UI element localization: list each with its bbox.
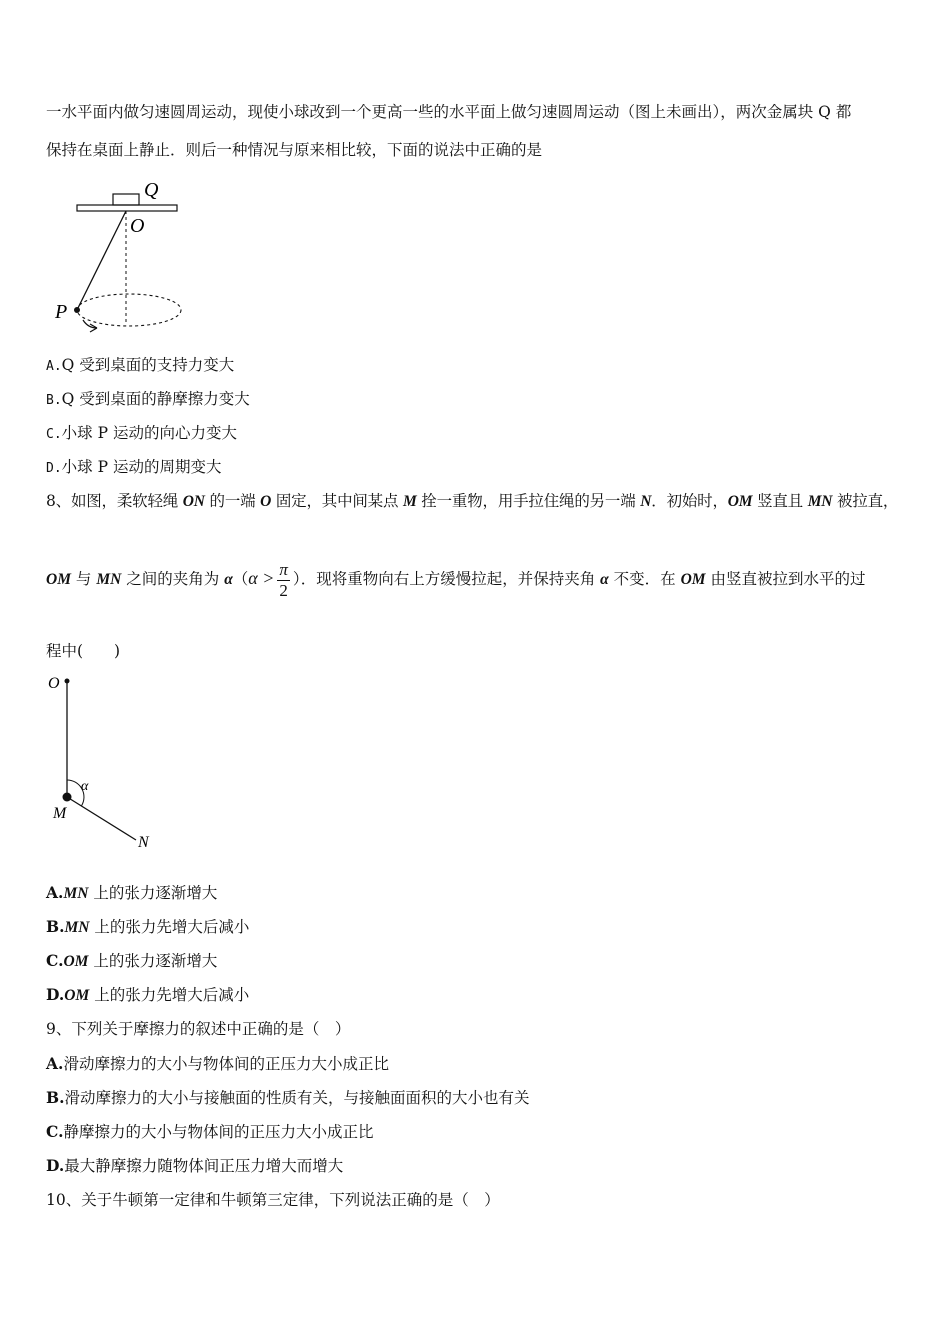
circular-path-dashed bbox=[77, 294, 181, 326]
label-o: O bbox=[48, 675, 60, 692]
pi-over-2-fraction: $\frac{\pi}{2}$ bbox=[279, 559, 288, 600]
q8-stem-line-3: 程中( ) bbox=[46, 642, 121, 660]
q7-option-b[interactable]: B.Q 受到桌面的静摩擦力变大 bbox=[46, 390, 250, 408]
q9-stem: 9、下列关于摩擦力的叙述中正确的是（ ） bbox=[46, 1020, 351, 1038]
label-p: P bbox=[55, 301, 68, 323]
q9-option-c[interactable]: C.静摩擦力的大小与物体间的正压力大小成正比 bbox=[46, 1122, 374, 1141]
q7-stem-line-2: 保持在桌面上静止．则后一种情况与原来相比较，下面的说法中正确的是 bbox=[46, 141, 543, 159]
q8-option-a[interactable]: A.MN 上的张力逐渐增大 bbox=[46, 883, 218, 902]
q9-option-b[interactable]: B.滑动摩擦力的大小与接触面的性质有关，与接触面面积的大小也有关 bbox=[46, 1088, 530, 1107]
q7-option-c[interactable]: C.小球 P 运动的向心力变大 bbox=[46, 424, 237, 442]
label-n: N bbox=[138, 834, 149, 851]
table-top bbox=[77, 205, 177, 211]
q7-figure-conical-pendulum bbox=[50, 178, 190, 338]
q7-option-d[interactable]: D.小球 P 运动的周期变大 bbox=[46, 458, 222, 476]
q8-option-c[interactable]: C.OM 上的张力逐渐增大 bbox=[46, 951, 218, 970]
q8-stem-line-1: 8、如图，柔软轻绳 ON 的一端 O 固定，其中间某点 M 拴一重物，用手拉住绳的另一端 N．初始时，OM 竖直且 MN 被拉直， bbox=[46, 492, 899, 510]
label-alpha: α bbox=[81, 779, 89, 794]
metal-block-q bbox=[113, 194, 139, 205]
q8-stem-line-2: OM 与 MN 之间的夹角为 α（α > $\frac{\pi}{2}$ ）．现将重物向右上方缓慢拉起，并保持夹角 α 不变．在 OM 由竖直被拉到水平的过 bbox=[46, 559, 866, 600]
q9-option-a[interactable]: A.滑动摩擦力的大小与物体间的正压力大小成正比 bbox=[46, 1054, 389, 1073]
weight-m bbox=[63, 793, 72, 802]
q9-option-d[interactable]: D.最大静摩擦力随物体间正压力增大而增大 bbox=[46, 1156, 344, 1175]
q8-figure-rope bbox=[40, 668, 170, 858]
alpha-condition: α > bbox=[248, 568, 275, 588]
q10-stem: 10、关于牛顿第一定律和牛顿第三定律，下列说法正确的是（ ） bbox=[46, 1191, 500, 1209]
q7-stem-line-1: 一水平面内做匀速圆周运动，现使小球改到一个更高一些的水平面上做匀速圆周运动（图上未画出），两次金属块 Q 都 bbox=[46, 103, 852, 121]
label-q: Q bbox=[144, 179, 159, 201]
q8-option-d[interactable]: D.OM 上的张力先增大后减小 bbox=[46, 985, 250, 1004]
label-o: O bbox=[130, 215, 145, 237]
pendulum-string bbox=[77, 211, 126, 310]
rope-mn bbox=[67, 797, 136, 840]
q8-option-b[interactable]: B.MN 上的张力先增大后减小 bbox=[46, 917, 250, 936]
label-m: M bbox=[53, 805, 67, 822]
q7-option-a[interactable]: A.Q 受到桌面的支持力变大 bbox=[46, 356, 235, 374]
ball-p bbox=[74, 307, 80, 313]
